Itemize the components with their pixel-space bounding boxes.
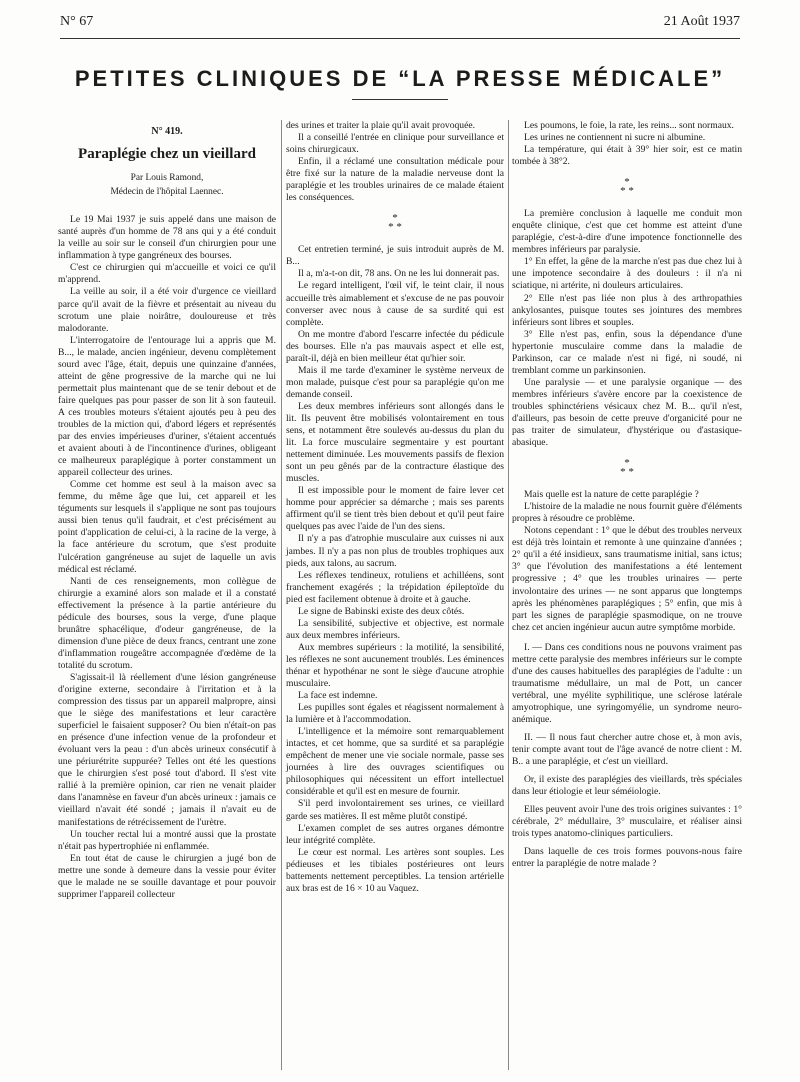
paragraph: La face est indemne. bbox=[298, 690, 378, 702]
column-2 bbox=[286, 120, 504, 895]
paragraph: I. — Dans ces conditions nous ne pouvons vraiment pas mettre cette paralysie des membres inférieurs sur le compte d'une des causes habituelles des paraplégies de l'adulte : un traumatisme médullaire, un mal de Pott, un cancer vertébral, une myélite syphilitique, une sclérose latérale amyotrophique, une syringomyélie, un syndrome neuro-anémique. bbox=[512, 641, 742, 725]
column-divider bbox=[508, 120, 509, 1070]
paragraph: Il n'y a pas d'atrophie musculaire aux cuisses ni aux jambes. Il n'y a pas non plus de troubles trophiques aux pieds, aux talons, au sacrum. bbox=[286, 533, 504, 569]
paragraph: Aux membres supérieurs : la motilité, la sensibilité, les réflexes ne sont aucunement troublés. Les éminences thénar et hypothénar ne sont le siège d'aucune atrophie musculaire. bbox=[286, 641, 504, 690]
paragraph: On me montre d'abord l'escarre infectée du pédicule des bourses. Elle n'a pas mauvais aspect et elle est, paraît-il, déjà en bien meilleur état qu'hier soir. bbox=[286, 328, 504, 364]
paragraph: Les pupilles sont égales et réagissent normalement à la lumière et à l'accommodation. bbox=[286, 702, 504, 726]
issue-number: N° 67 bbox=[60, 14, 94, 29]
section-separator-stars: * * * bbox=[388, 212, 402, 234]
paragraph: Les urines ne contiennent ni sucre ni albumine. bbox=[524, 132, 706, 144]
paragraph: L'histoire de la maladie ne nous fournit guère d'éléments propres à résoudre ce problème. bbox=[512, 501, 742, 525]
paragraph: Le signe de Babinski existe des deux côtés. bbox=[298, 605, 465, 617]
masthead-rule bbox=[352, 99, 448, 100]
paragraph: Comme cet homme est seul à la maison avec sa femme, du même âge que lui, cet appareil et les téguments sur lesquels il s'applique ne sont pas toujours aussi bien tenus qu'il faudrait, et c'est précisément au point d'application de celui-ci, à la racine de la verge, à la face antérieure du scrotum, que s'est produite l'ulcération gangréneuse au sujet de laquelle un avis médical est réclamé. bbox=[58, 479, 276, 575]
column-1 bbox=[58, 120, 276, 901]
paragraph: Un toucher rectal lui a montré aussi que la prostate n'était pas hypertrophiée ni enflammée. bbox=[58, 828, 276, 852]
paragraph: Le regard intelligent, l'œil vif, le teint clair, il nous accueille très aimablement et s'excuse de ne pas pouvoir converser avec nous à cause de sa surdité qui est complète. bbox=[286, 280, 504, 328]
paragraph: Mais il me tarde d'examiner le système nerveux de mon malade, puisque c'est pour sa paraplégie qu'on me demande conseil. bbox=[286, 364, 504, 400]
paragraph: La première conclusion à laquelle me conduit mon enquête clinique, c'est que cet homme est atteint d'une paraplégie, c'est-à-dire d'une impotence fonctionnelle des membres inférieurs par paralysie. bbox=[512, 208, 742, 256]
issue-date: 21 Août 1937 bbox=[663, 14, 740, 29]
paragraph: Elles peuvent avoir l'une des trois origines suivantes : 1° cérébrale, 2° médullaire, 3° musculaire, et réaliser ainsi trois types anatomo-cliniques particuliers. bbox=[512, 804, 742, 840]
paragraph: S'il perd involontairement ses urines, ce vieillard garde ses matières. Il est même plutôt constipé. bbox=[286, 798, 504, 822]
column-3-text-c bbox=[512, 489, 742, 634]
paragraph: L'examen complet de ses autres organes démontre leur intégrité complète. bbox=[286, 822, 504, 846]
paragraph: 2° Elle n'est pas liée non plus à des arthropathies ankylosantes, puisque toutes ses jointures des membres inférieurs sont libres et souples. bbox=[512, 292, 742, 328]
paragraph: Il a conseillé l'entrée en clinique pour surveillance et soins chirurgicaux. bbox=[286, 132, 504, 156]
author-role: Médecin de l'hôpital Laennec. bbox=[110, 187, 224, 198]
paragraph: Nanti de ces renseignements, mon collègue de chirurgie a examiné alors son malade et il a constaté effectivement la présence à la partie antérieure du pédicule des bourses, sous la verge, d'une plaque brunâtre sphacélique, d'odeur gangréneuse, de la dimension d'une pièce de deux francs, centrant une zone d'inflammation rougeâtre accompagnée d'œdème de la totalité du scrotum. bbox=[58, 575, 276, 671]
column-1-text bbox=[58, 214, 276, 901]
paragraph: Les réflexes tendineux, rotuliens et achilléens, sont franchement exagérés ; la trépidation épileptoïde du pied est facilement obtenue à droite et à gauche. bbox=[286, 569, 504, 605]
paragraph: Le cœur est normal. Les artères sont souples. Les pédieuses et les tibiales postérieures ont leurs battements nettement perceptibles. La tension artérielle aux bras est de 16 × 10 au Vaquez. bbox=[286, 846, 504, 894]
paragraph: Les poumons, le foie, la rate, les reins... sont normaux. bbox=[524, 120, 734, 131]
paragraph: Il est impossible pour le moment de faire lever cet homme pour apprécier sa démarche ; mais ses parents affirment qu'il se tient très bien debout et qu'il peut faire quelques pas avec l'aide de l'un des siens. bbox=[286, 485, 504, 533]
article-title: Paraplégie chez un vieillard bbox=[78, 146, 256, 163]
paragraph: La sensibilité, subjective et objective, est normale aux deux membres inférieurs. bbox=[286, 617, 504, 641]
paragraph: Il a, m'a-t-on dit, 78 ans. On ne les lui donnerait pas. bbox=[298, 268, 500, 280]
paragraph: Mais quelle est la nature de cette paraplégie ? bbox=[524, 489, 699, 501]
paragraph: Cet entretien terminé, je suis introduit auprès de M. B... bbox=[286, 244, 504, 268]
paragraph: Or, il existe des paraplégies des vieillards, très spéciales dans leur étiologie et leur séméiologie. bbox=[512, 774, 742, 798]
paragraph: S'agissait-il là réellement d'une lésion gangréneuse d'origine externe, secondaire à l'irritation et à la compression des tissus par un appareil malpropre, ainsi que le siège des manifestations et leur caractère superficiel le faisaient supposer? Ou bien n'était-on pas en présence d'une infection venue de la profondeur et évoluant vers la peau : d'un abcès urineux consécutif à une périurétrite suppurée? Telles ont été les questions que le chirurgien s'est posé tout d'abord. Il s'est vite rallié à la première opinion, car rien ne venait plaider dans l'anamnèse en faveur d'un abcès urineux : jamais ce vieillard n'avait été sondé ; jamais il n'avait eu de manifestations de rétrécissement de l'urètre. bbox=[58, 671, 276, 828]
paragraph: La veille au soir, il a été voir d'urgence ce vieillard parce qu'il avait de la fièvre et présentait au niveau du scrotum une plaie noirâtre, douloureuse et très malodorante. bbox=[58, 286, 276, 334]
column-3-text-d bbox=[512, 642, 742, 871]
masthead-title: PETITES CLINIQUES DE “LA PRESSE MÉDICALE” bbox=[74, 66, 726, 91]
column-2-text-b bbox=[286, 244, 504, 895]
paragraph: Les deux membres inférieurs sont allongés dans le lit. Ils peuvent être mobilisés volontairement en tous sens, et notamment être soulevés au-dessus du plan du lit. La force musculaire segmentaire y est pourtant nettement diminuée. Les mouvements passifs de flexion sont un peu gênés par de la contracture élastique des muscles. bbox=[286, 400, 504, 485]
paragraph: des urines et traiter la plaie qu'il avait provoquée. bbox=[286, 120, 476, 131]
paragraph: L'intelligence et la mémoire sont remarquablement intactes, et cet homme, que sa surdité et sa paraplégie empêchent de mener une vie sociale normale, passe ses journées à lire des ouvrages scientifiques ou philosophiques qui nécessitent un effort intellectuel considérable et qu'il est en mesure de fournir. bbox=[286, 726, 504, 798]
paragraph: Le 19 Mai 1937 je suis appelé dans une maison de santé auprès d'un homme de 78 ans qui y a été conduit la veille au soir sur le conseil d'un chirurgien pour une inflammation à type gangréneux des bourses. bbox=[58, 214, 276, 262]
paragraph: Enfin, il a réclamé une consultation médicale pour être fixé sur la nature de la maladie nerveuse dont la paraplégie et les troubles urinaires de ce malade étaient les conséquences. bbox=[286, 156, 504, 204]
paragraph: Dans laquelle de ces trois formes pouvons-nous faire entrer la paraplégie de notre malade ? bbox=[512, 846, 742, 870]
paragraph: 1° En effet, la gêne de la marche n'est pas due chez lui à une impotence secondaire à des douleurs : il n'a ni sciatique, ni artérite, ni douleurs articulaires. bbox=[512, 256, 742, 292]
column-2-text-a bbox=[286, 120, 504, 204]
section-separator-stars: * * * bbox=[620, 176, 634, 198]
paragraph: II. — Il nous faut chercher autre chose et, à mon avis, tenir compte avant tout de l'âge avancé de notre client : M. B.. a une paraplégie, et c'est un vieillard. bbox=[512, 732, 742, 768]
column-3-text-b bbox=[512, 208, 742, 449]
paragraph: 3° Elle n'est pas, enfin, sous la dépendance d'une hypertonie musculaire comme dans la maladie de Parkinson, car ce malade n'est ni figé, ni soudé, ni tremblant comme un parkinsonien. bbox=[512, 328, 742, 376]
paragraph: Une paralysie — et une paralysie organique — des membres inférieurs s'avère encore par la coexistence de troubles sphinctériens vésicaux chez M. B... qu'il n'est, d'ailleurs, pas besoin de cette preuve d'organicité pour ne pas traiter de simulateur, d'hystérique ou d'astasique-abasique. bbox=[512, 376, 742, 449]
header-rule bbox=[60, 38, 740, 39]
column-3 bbox=[512, 120, 742, 870]
section-separator-stars: * * * bbox=[620, 457, 634, 479]
page-header bbox=[60, 14, 740, 38]
paragraph: C'est ce chirurgien qui m'accueille et voici ce qu'il m'apprend. bbox=[58, 262, 276, 286]
column-divider bbox=[281, 120, 282, 1070]
paragraph: Notons cependant : 1° que le début des troubles nerveux est déjà très lointain et remonte à une quinzaine d'années ; 2° qu'il a été insidieux, sans traumatisme initial, sans ictus; 3° que l'évolution des manifestations a été lentement progressive ; 4° que les troubles urinaires — perte involontaire des urines — ne sont apparus que longtemps après les phénomènes paraplégiques ; 5° enfin, que mis à part les signes de paraplégie spasmodique, on ne trouve chez cet ancien ingénieur aucun autre symptôme morbide. bbox=[512, 525, 742, 633]
paragraph: L'interrogatoire de l'entourage lui a appris que M. B..., le malade, ancien ingénieur, devenu complètement sourd avec l'âge, était, depuis une quinzaine d'années, atteint de gêne progressive de la marche qui ne lui permettait plus maintenant que de se tenir debout et de faire quelques pas pour passer de son lit à son fauteuil. A ces troubles moteurs s'étaient ajoutés peu à peu des troubles de la miction qui, d'abord légers et représentés par des envies impérieuses d'uriner, s'étaient accentués et avaient abouti à de l'incontinence d'urines, obligeant ce malheureux paraplégique à porter constamment un appareil collecteur des urines. bbox=[58, 334, 276, 479]
paragraph: En tout état de cause le chirurgien a jugé bon de mettre une sonde à demeure dans la vessie pour éviter que le malade ne se souille davantage et pour pouvoir supprimer l'appareil collecteur bbox=[58, 852, 276, 900]
article-author: Par Louis Ramond, bbox=[130, 173, 204, 184]
paragraph: La température, qui était à 39° hier soir, est ce matin tombée à 38°2. bbox=[512, 144, 742, 168]
column-3-text-a bbox=[512, 120, 742, 168]
article-number: N° 419. bbox=[151, 126, 183, 137]
